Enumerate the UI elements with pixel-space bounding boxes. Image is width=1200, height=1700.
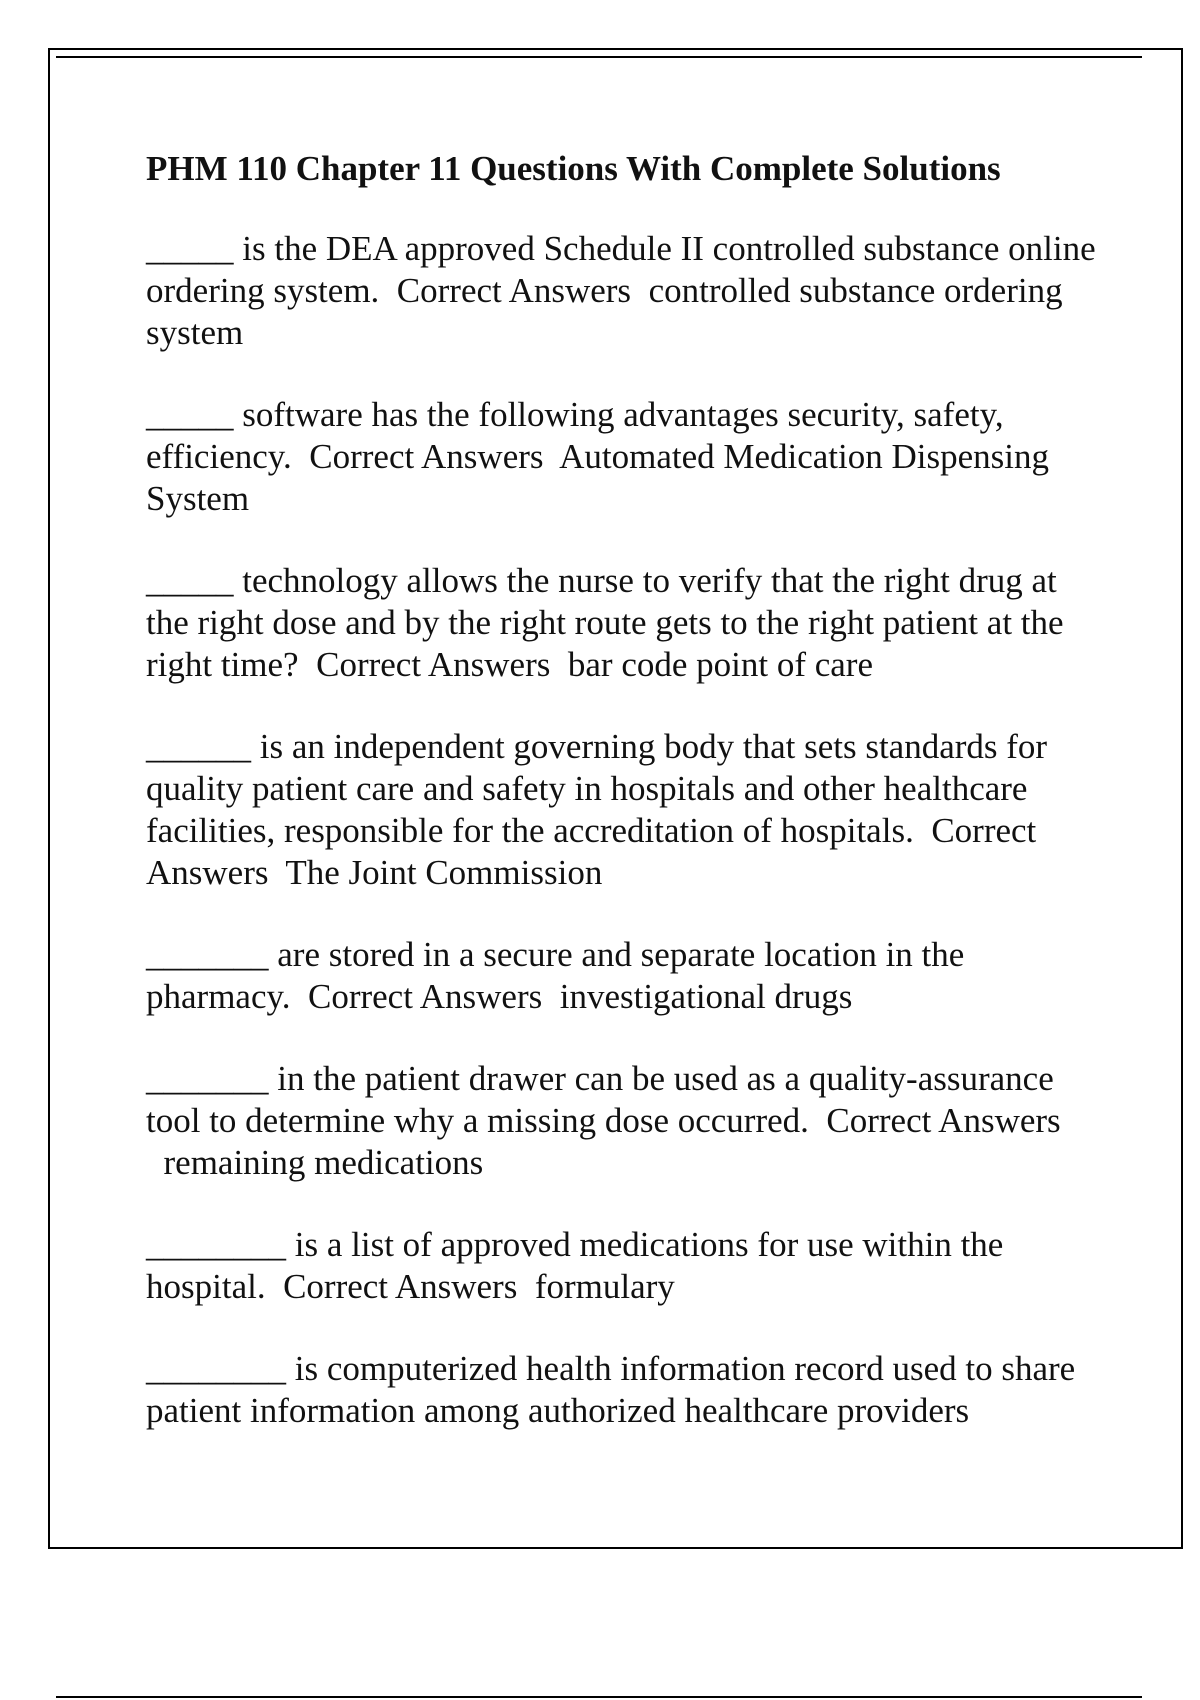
document-body: [146, 140, 1096, 1472]
qa-item-1: [146, 228, 1096, 354]
qa-item-4: [146, 726, 1096, 894]
answer-text: The Joint Commission: [285, 853, 603, 892]
answer-label: Correct Answers: [146, 811, 1037, 892]
question-text: _____ technology allows the nurse to verify that the right drug at the right dose and by the right route gets to the right patient at the right time?: [146, 561, 1064, 684]
question-text: _____ is the DEA approved Schedule II controlled substance online ordering system.: [146, 229, 1096, 310]
answer-label: Correct Answers: [283, 1267, 518, 1306]
answer-label: Correct Answers: [826, 1101, 1061, 1140]
qa-item-7: [146, 1224, 1096, 1308]
answer-text: controlled substance ordering system: [146, 271, 1063, 352]
qa-item-8: [146, 1348, 1096, 1432]
qa-item-3: [146, 560, 1096, 686]
answer-text: investigational drugs: [559, 977, 853, 1016]
question-text: _______ in the patient drawer can be used as a quality-assurance tool to determine why a missing dose occurred.: [146, 1059, 1054, 1140]
question-text: _____ software has the following advantages security, safety, efficiency.: [146, 395, 1004, 476]
question-text: ________ is a list of approved medications for use within the hospital.: [146, 1225, 1004, 1306]
answer-text: remaining medications: [163, 1143, 484, 1182]
answer-text: Automated Medication Dispensing System: [146, 437, 1050, 518]
qa-item-5: [146, 934, 1096, 1018]
answer-text: bar code point of care: [567, 645, 873, 684]
answer-text: formulary: [534, 1267, 675, 1306]
question-text: ________ is computerized health information record used to share patient information among authorized healthcare providers: [146, 1349, 1076, 1430]
footer-rule: [56, 1696, 1142, 1698]
question-text: ______ is an independent governing body that sets standards for quality patient care and safety in hospitals and other healthcare facilities, responsible for the accreditation of hospitals.: [146, 727, 1048, 850]
answer-label: Correct Answers: [396, 271, 632, 310]
question-text: _______ are stored in a secure and separate location in the pharmacy.: [146, 935, 965, 1016]
header-rule: [56, 56, 1142, 58]
qa-item-6: [146, 1058, 1096, 1184]
answer-label: Correct Answers: [309, 437, 544, 476]
document-title: PHM 110 Chapter 11 Questions With Complete Solutions: [146, 149, 1001, 188]
answer-label: Correct Answers: [307, 977, 543, 1016]
qa-item-2: [146, 394, 1096, 520]
answer-label: Correct Answers: [316, 645, 551, 684]
